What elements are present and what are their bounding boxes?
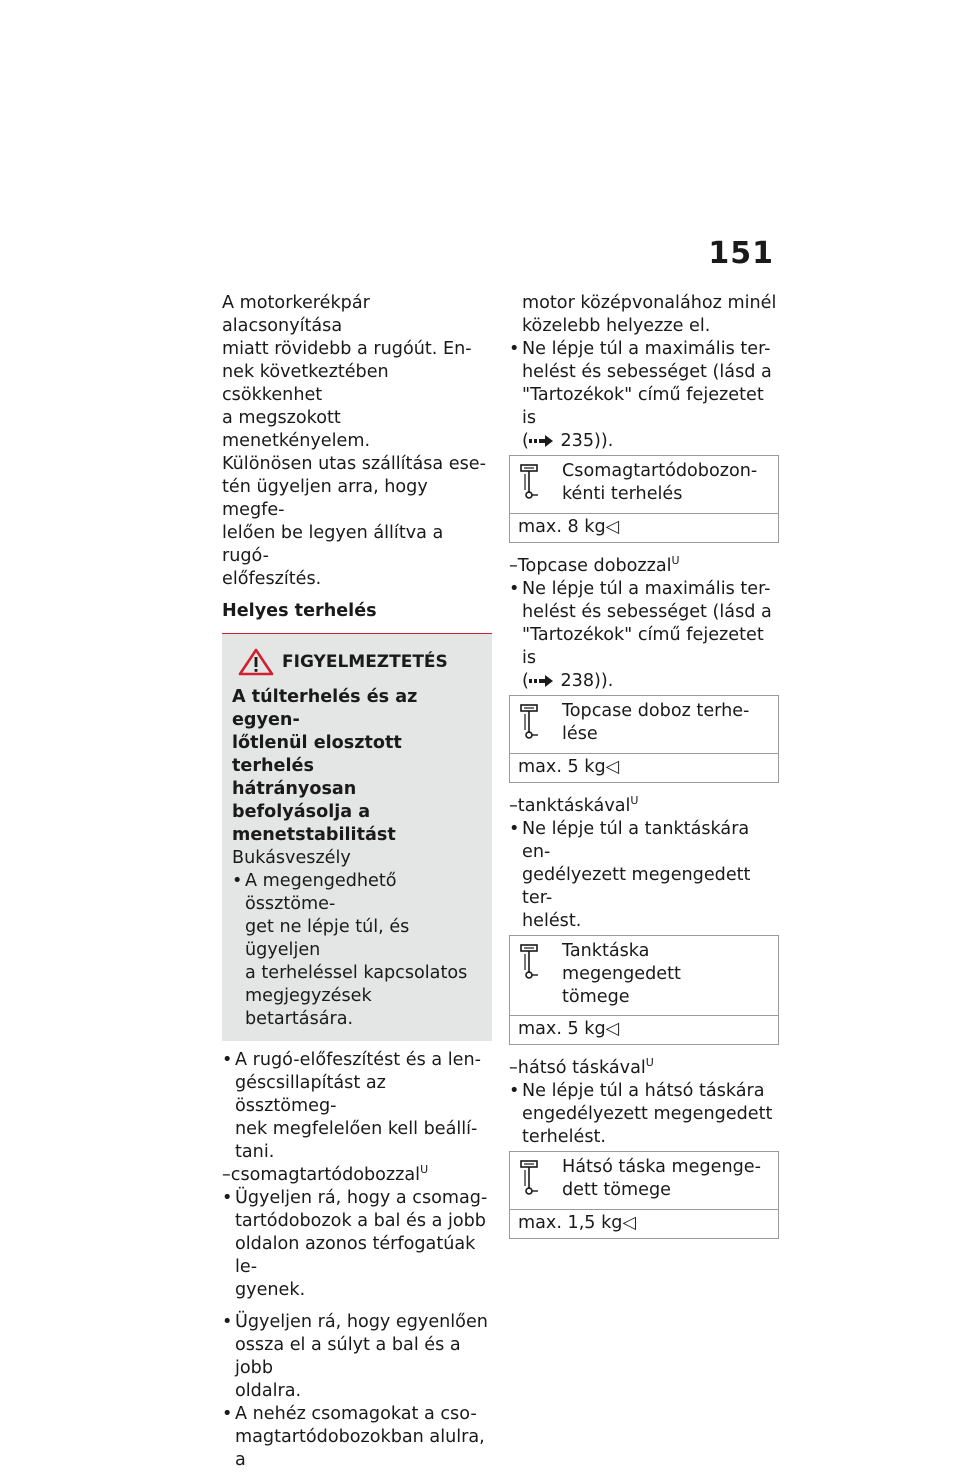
condition-line <box>509 555 779 578</box>
text-line: a terheléssel kapcsolatos <box>245 963 468 983</box>
warning-statement <box>232 686 482 847</box>
condition-line <box>509 795 779 818</box>
text-line: oldalra. <box>235 1381 302 1401</box>
spec-header <box>510 1152 778 1210</box>
text-line: • Ne lépje túl a maximális ter- <box>522 579 771 599</box>
text-line: megjegyzések betartására. <box>245 986 372 1029</box>
text-line: Topcase doboz terhe- <box>562 701 750 721</box>
bullet-item <box>222 1311 492 1403</box>
text-line: "Tartozékok" című fejezetet is <box>522 625 764 668</box>
text-line: géscsillapítást az össztömeg- <box>235 1073 386 1116</box>
spec-table <box>509 455 779 543</box>
spec-label <box>562 700 772 747</box>
text-line: tömege <box>562 987 630 1007</box>
text-line: nek következtében csökkenhet <box>222 362 389 405</box>
spec-header <box>510 936 778 1016</box>
spec-label <box>562 460 772 507</box>
text-line: miatt rövidebb a rugóút. En- <box>222 339 472 359</box>
spec-table <box>509 935 779 1045</box>
condition-mark: U <box>645 1056 654 1070</box>
bullet-item <box>509 578 779 693</box>
text-line: helést. <box>522 911 582 931</box>
intro-paragraph <box>222 292 492 591</box>
warning-title: FIGYELMEZTETÉS <box>282 651 448 672</box>
text-line: lése <box>562 724 598 744</box>
spec-table <box>509 1151 779 1239</box>
page-number: 151 <box>708 236 774 271</box>
continued-text <box>509 292 779 338</box>
spec-header <box>510 696 778 754</box>
text-line: • A megengedhető össztöme- <box>245 871 397 914</box>
condition-text: –csomagtartódobozzal <box>222 1165 421 1185</box>
page-arrow-icon <box>529 435 555 447</box>
load-gauge-icon <box>520 700 562 747</box>
spec-value: max. 8 kg◁ <box>518 517 620 537</box>
warning-bullet <box>232 870 482 1031</box>
condition-mark: U <box>671 554 680 568</box>
warning-triangle-icon <box>238 648 274 676</box>
text-line: kénti terhelés <box>562 484 683 504</box>
right-column <box>509 292 779 1251</box>
text-line: • Ügyeljen rá, hogy egyenlően <box>235 1312 488 1332</box>
bullet-item <box>222 1049 492 1164</box>
condition-text: –Topcase dobozzal <box>509 556 672 576</box>
bullet-item <box>509 818 779 933</box>
text-line: Különösen utas szállítása ese- <box>222 454 486 474</box>
text-line: engedélyezett megengedett <box>522 1104 773 1124</box>
text-line: helést és sebességet (lásd a <box>522 602 772 622</box>
spec-value: max. 1,5 kg◁ <box>518 1213 636 1233</box>
text-line: tén ügyeljen arra, hogy megfe- <box>222 477 428 520</box>
bullet-item <box>222 1187 492 1302</box>
text-line: gedélyezett megengedett ter- <box>522 865 751 908</box>
text-line: menetstabilitást <box>232 825 396 845</box>
text-line: a megszokott menetkényelem. <box>222 408 371 451</box>
spec-table <box>509 695 779 783</box>
text-line: lőtlenül elosztott terhelés <box>232 733 402 776</box>
warning-box <box>222 634 492 1041</box>
load-gauge-icon <box>520 940 562 1009</box>
page-reference[interactable]: ( 238)). <box>522 671 614 691</box>
text-line: lelően be legyen állítva a rugó- <box>222 523 444 566</box>
text-line: Csomagtartódobozon- <box>562 461 758 481</box>
text-line: oldalon azonos térfogatúak le- <box>235 1234 476 1277</box>
text-line: "Tartozékok" című fejezetet is <box>522 385 764 428</box>
text-line: • Ne lépje túl a hátsó táskára <box>522 1081 765 1101</box>
load-gauge-icon <box>520 460 562 507</box>
warning-title-row <box>238 648 482 676</box>
spec-label <box>562 940 772 1009</box>
condition-text: –hátsó táskával <box>509 1058 646 1078</box>
text-line: • Ne lépje túl a maximális ter- <box>522 339 771 359</box>
bullet-item <box>222 1403 492 1472</box>
text-line: gyenek. <box>235 1280 306 1300</box>
left-column <box>222 292 492 1472</box>
page-reference[interactable]: ( 235)). <box>522 431 614 451</box>
reference-text: 235)). <box>560 431 614 451</box>
text-line: ossza el a súlyt a bal és a jobb <box>235 1335 461 1378</box>
spec-value: max. 5 kg◁ <box>518 757 620 777</box>
bullet-item <box>509 338 779 453</box>
text-line: Tanktáska megengedett <box>562 941 681 984</box>
load-gauge-icon <box>520 1156 562 1203</box>
spec-header <box>510 456 778 514</box>
text-line: motor középvonalához minél <box>522 293 777 313</box>
text-line: get ne lépje túl, és ügyeljen <box>245 917 410 960</box>
text-line: helést és sebességet (lásd a <box>522 362 772 382</box>
text-line: nek megfelelően kell beállí- <box>235 1119 478 1139</box>
warning-risk: Bukásveszély <box>232 848 351 868</box>
condition-text: –tanktáskával <box>509 796 631 816</box>
text-line: előfeszítés. <box>222 569 322 589</box>
text-line: közelebb helyezze el. <box>522 316 711 336</box>
reference-text: 238)). <box>560 671 614 691</box>
text-line: terhelést. <box>522 1127 606 1147</box>
text-line: • A nehéz csomagokat a cso- <box>235 1404 477 1424</box>
text-line: tani. <box>235 1142 275 1162</box>
text-line: • A rugó-előfeszítést és a len- <box>235 1050 481 1070</box>
condition-mark: U <box>420 1163 429 1177</box>
page-arrow-icon <box>529 675 555 687</box>
text-line: Hátsó táska megenge- <box>562 1157 761 1177</box>
text-line: magtartódobozokban alulra, a <box>235 1427 485 1470</box>
text-line: hátrányosan befolyásolja a <box>232 779 371 822</box>
condition-mark: U <box>630 794 639 808</box>
condition-line <box>509 1057 779 1080</box>
text-line: A motorkerékpár alacsonyítása <box>222 293 370 336</box>
text-line: tartódobozok a bal és a jobb <box>235 1211 486 1231</box>
condition-line <box>222 1164 492 1187</box>
text-line: • Ne lépje túl a tanktáskára en- <box>522 819 750 862</box>
section-heading: Helyes terhelés <box>222 600 492 634</box>
spec-label <box>562 1156 772 1203</box>
text-line: A túlterhelés és az egyen- <box>232 687 418 730</box>
spec-value: max. 5 kg◁ <box>518 1019 620 1039</box>
text-line: • Ügyeljen rá, hogy a csomag- <box>235 1188 488 1208</box>
text-line: dett tömege <box>562 1180 671 1200</box>
bullet-item <box>509 1080 779 1149</box>
